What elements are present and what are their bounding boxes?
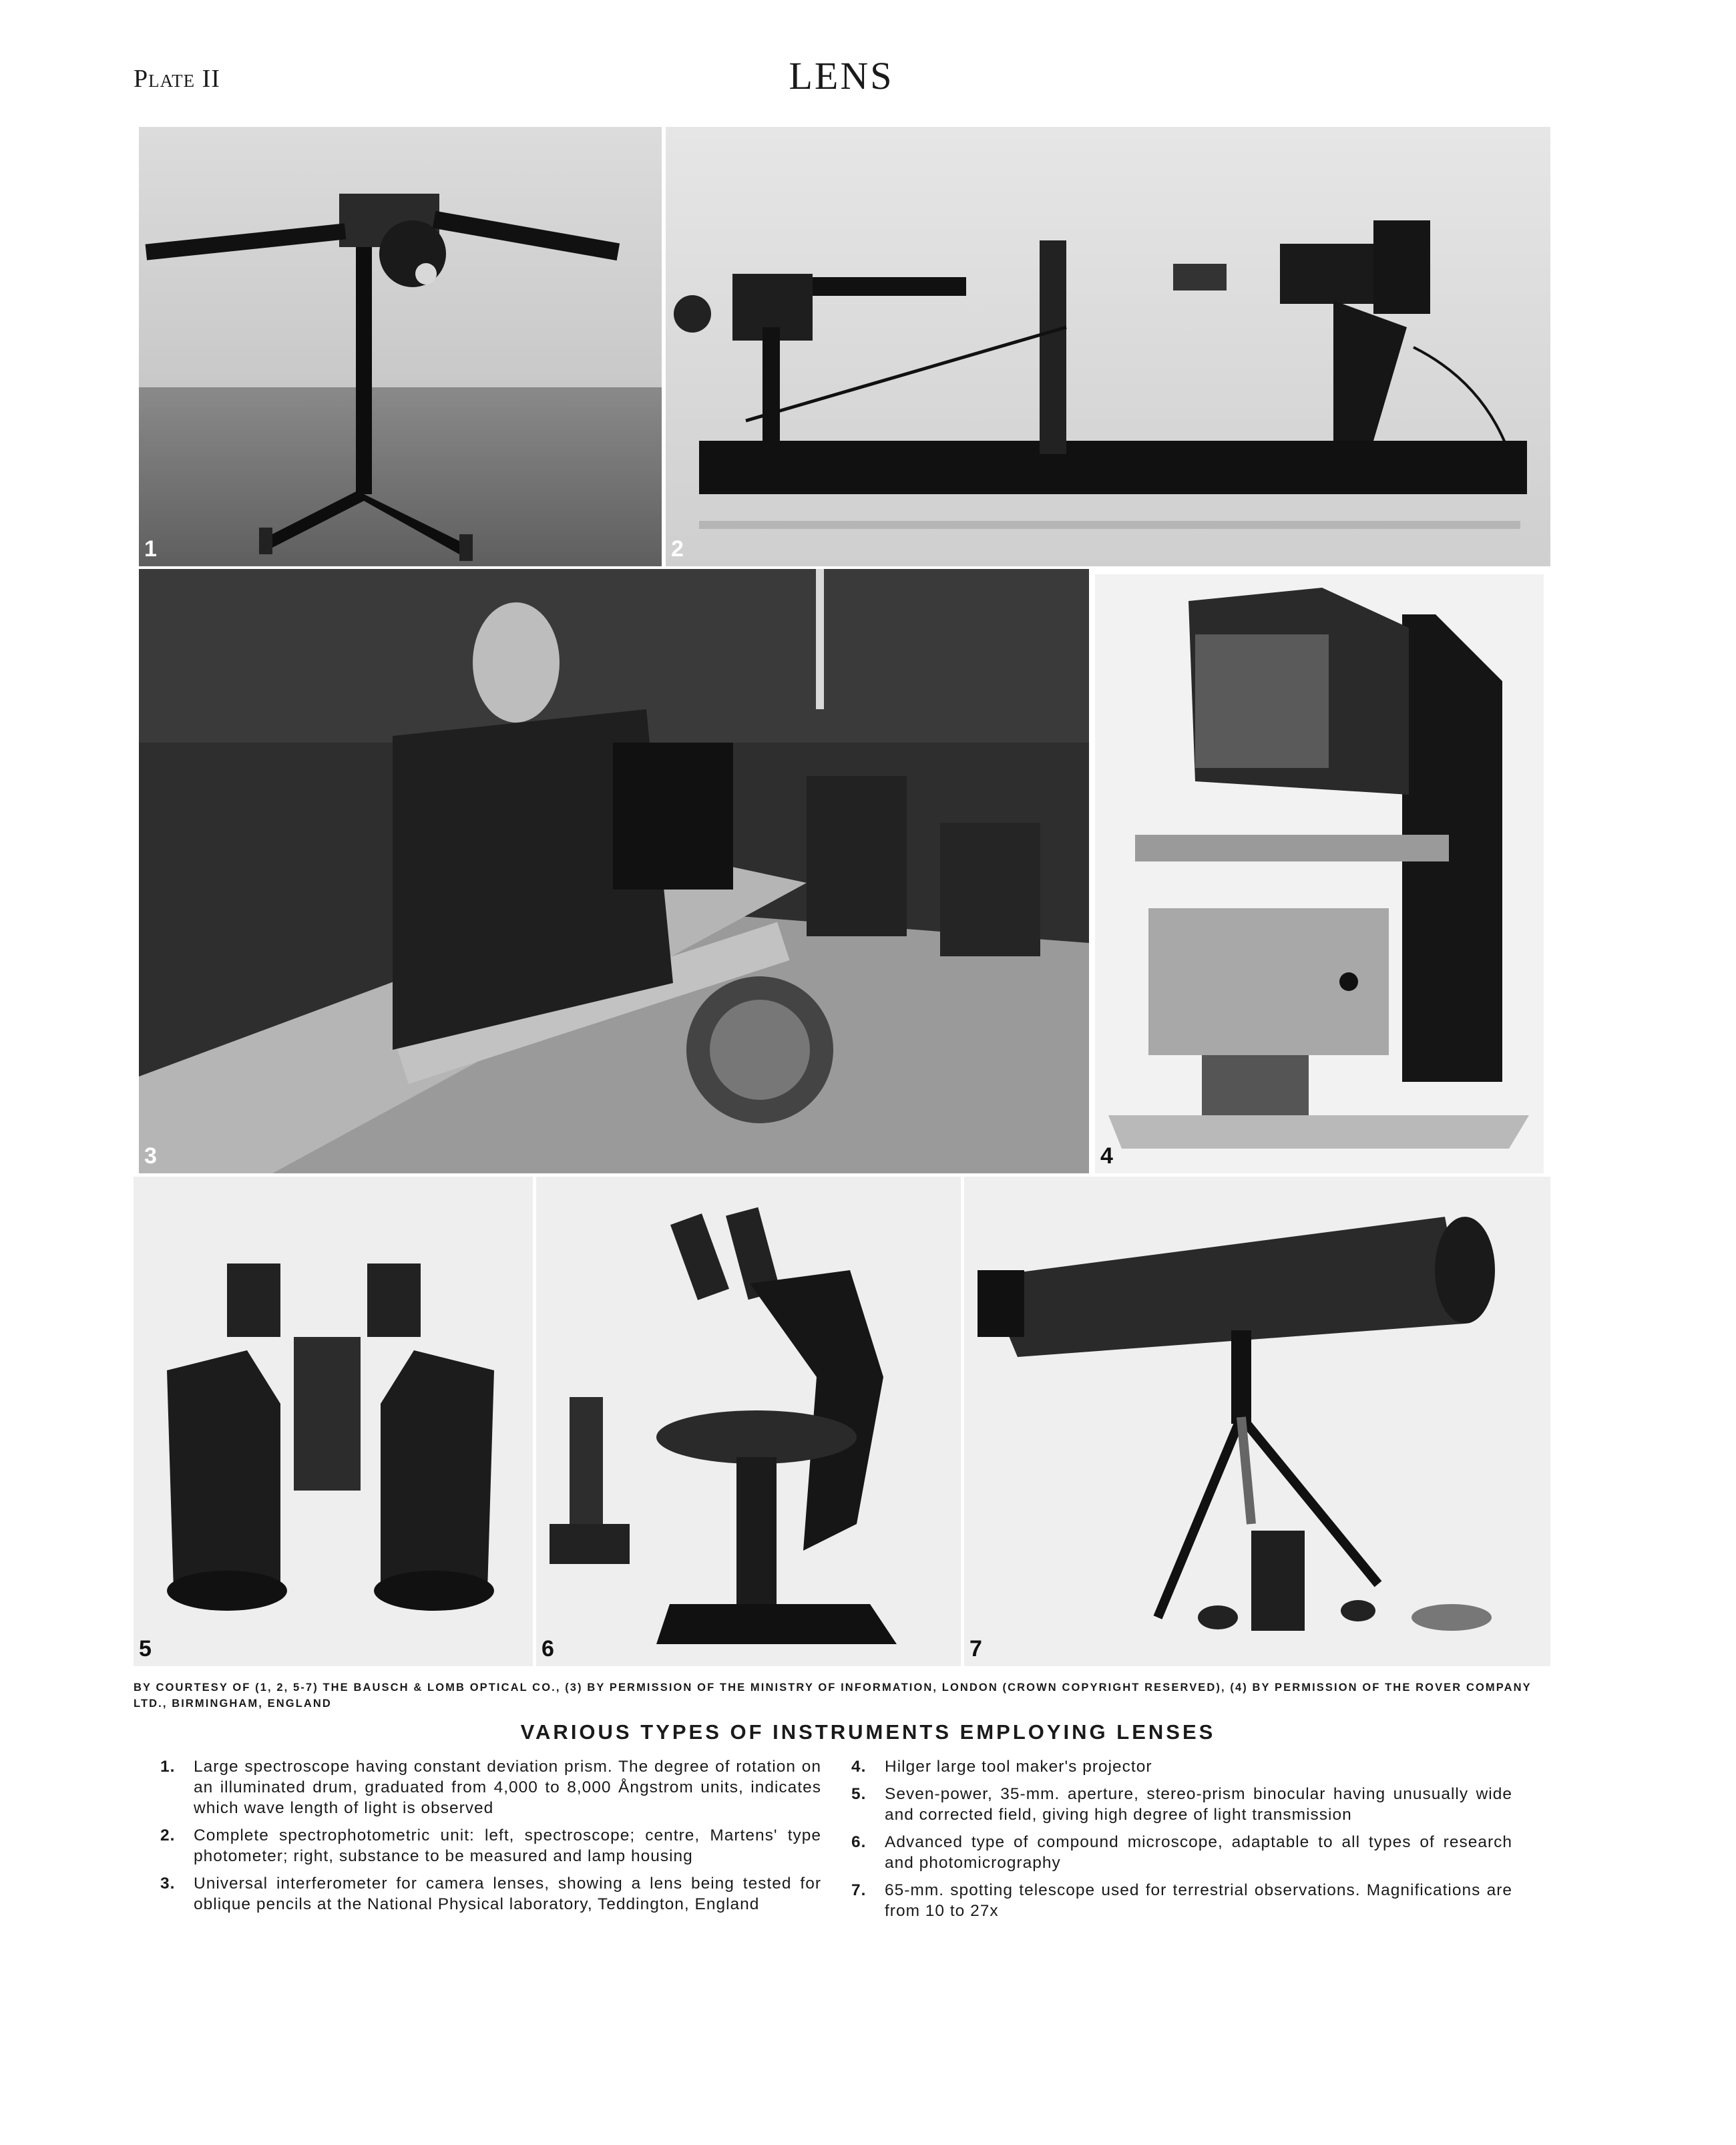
caption-column-left: [160, 1756, 821, 1921]
photo-2-spectrophotometric-unit: [666, 127, 1550, 566]
photo-5-binocular: [134, 1177, 533, 1666]
photo-3-interferometer: [139, 569, 1089, 1173]
photo-number: 7: [969, 1636, 982, 1662]
photo-number: 4: [1100, 1143, 1113, 1169]
caption-item: 5. Seven-power, 35-mm. aperture, stereo-prism binocular having unusually wide and corrected field, giving high degree of light transmission: [851, 1785, 1512, 1824]
photo-number: 1: [144, 536, 157, 562]
caption-item: 6. Advanced type of compound microscope, adaptable to all types of research and photomicrography: [851, 1833, 1512, 1872]
caption-item: 1. Large spectroscope having constant deviation prism. The degree of rotation on an illuminated drum, graduated from 4,000 to 8,000 Ångstrom units, indicates which wave length of light is observed: [160, 1758, 821, 1817]
plate-label: Plate II: [134, 65, 220, 93]
photo-7-spotting-telescope: [964, 1177, 1550, 1666]
photo-number: 5: [139, 1636, 152, 1662]
photo-credits: BY COURTESY OF (1, 2, 5-7) THE BAUSCH & LOMB OPTICAL CO., (3) BY PERMISSION OF THE MINISTRY OF INFORMATION, LONDON (CROWN COPYRIGHT RESERVED), (4) BY PERMISSION OF THE ROVER COMPANY LTD., BIRMINGHAM, ENGLAND: [134, 1682, 1532, 1710]
caption-item: 7. 65-mm. spotting telescope used for terrestrial observations. Magnifications are from 10 to 27x: [851, 1881, 1512, 1920]
caption-item: 3. Universal interferometer for camera lenses, showing a lens being tested for oblique pencils at the National Physical laboratory, Teddington, England: [160, 1875, 821, 1913]
photo-number: 6: [541, 1636, 554, 1662]
caption-item: 2. Complete spectrophotometric unit: left, spectroscope; centre, Martens' type photometer; right, substance to be measured and lamp housing: [160, 1826, 821, 1865]
caption-item: 4. Hilger large tool maker's projector: [851, 1758, 1152, 1776]
page-title: LENS: [789, 54, 894, 98]
photo-number: 2: [671, 536, 684, 562]
caption-title: VARIOUS TYPES OF INSTRUMENTS EMPLOYING LENSES: [520, 1720, 1216, 1744]
caption-column-right: [851, 1756, 1512, 1928]
photo-1-spectroscope: [139, 127, 662, 566]
photo-4-projector: [1095, 574, 1544, 1173]
photo-6-microscope: [536, 1177, 961, 1666]
photo-number: 3: [144, 1143, 157, 1169]
